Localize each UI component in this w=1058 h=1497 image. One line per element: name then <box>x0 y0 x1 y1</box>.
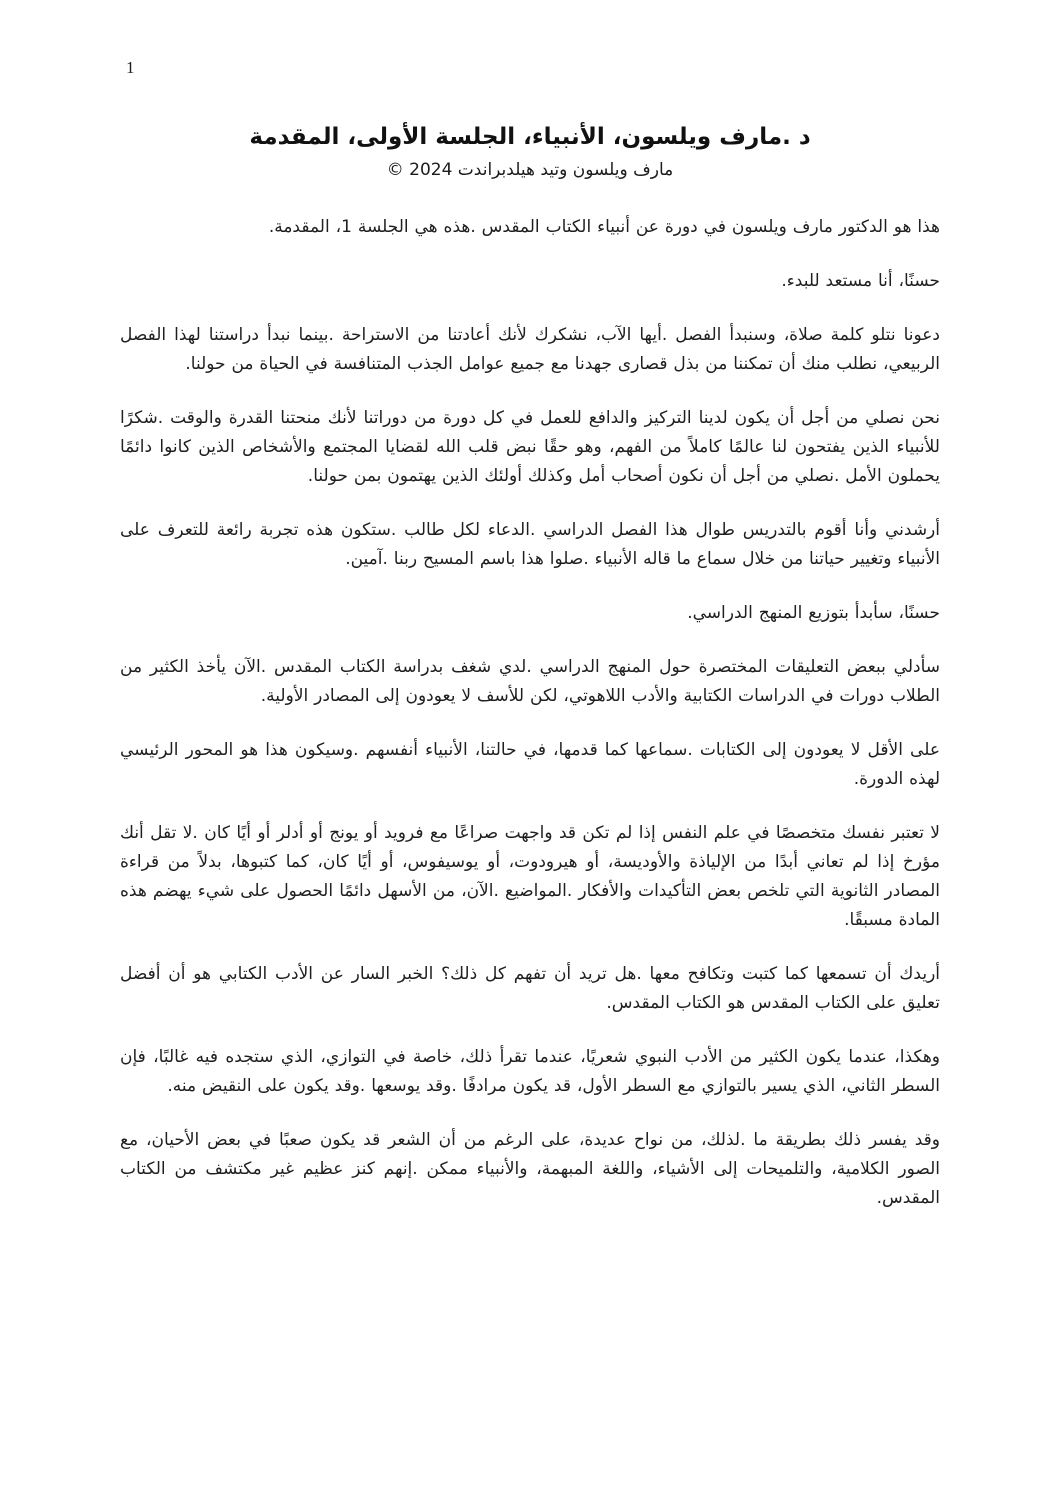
body-paragraph: لا تعتبر نفسك متخصصًا في علم النفس إذا لم تكن قد واجهت صراعًا مع فرويد أو يونج أو أدلر أو أيًا كان .لا تقل أنك مؤرخ إذا لم تعاني أبدًا من الإلياذة والأوديسة، أو هيرودوت، أو يوسيفوس، أو أيًا كان، كما كتبوها، بدلاً من قراءة المصادر الثانوية التي تلخص بعض التأكيدات والأفكار .المواضيع .الآن، من الأسهل دائمًا الحصول على شيء يهضم هذه المادة مسبقًا. <box>120 823 940 931</box>
body-paragraph: نحن نصلي من أجل أن يكون لدينا التركيز والدافع للعمل في كل دورة من دوراتنا لأنك منحتنا القدرة والوقت .شكرًا للأنبياء الذين يفتحون لنا عالمًا كاملاً من الفهم، وهو حقًا نبض قلب الله لقضايا المجتمع والأشخاص الذين كانوا دائمًا يحملون الأمل .نصلي من أجل أن نكون أصحاب أمل وكذلك أولئك الذين يهتمون بمن حولنا. <box>120 408 940 487</box>
body-paragraph: أريدك أن تسمعها كما كتبت وتكافح معها .هل تريد أن تفهم كل ذلك؟ الخبر السار عن الأدب الكتابي هو أن أفضل تعليق على الكتاب المقدس هو الكتاب المقدس. <box>120 964 940 1014</box>
document-body <box>120 213 940 1213</box>
body-paragraph: وقد يفسر ذلك بطريقة ما .لذلك، من نواح عديدة، على الرغم من أن الشعر قد يكون صعبًا في بعض الأحيان، مع الصور الكلامية، والتلميحات إلى الأشياء، واللغة المبهمة، والأنبياء ممكن .إنهم كنز عظيم غير مكتشف من الكتاب المقدس. <box>120 1130 940 1209</box>
document-title: د .مارف ويلسون، الأنبياء، الجلسة الأولى، المقدمة <box>249 124 811 150</box>
body-paragraph: دعونا نتلو كلمة صلاة، وسنبدأ الفصل .أيها الآب، نشكرك لأنك أعادتنا من الاستراحة .بينما نبدأ دراستنا لهذا الفصل الربيعي، نطلب منك أن تمكننا من بذل قصارى جهدنا مع جميع عوامل الجذب المتنافسة في الحياة من حولنا. <box>120 325 940 375</box>
body-paragraph: أرشدني وأنا أقوم بالتدريس طوال هذا الفصل الدراسي .الدعاء لكل طالب .ستكون هذه تجربة رائعة للتعرف على الأنبياء وتغيير حياتنا من خلال سماع ما قاله الأنبياء .صلوا هذا باسم المسيح ربنا .آمين. <box>120 520 940 570</box>
page-number: 1 <box>126 58 135 77</box>
body-paragraph: حسنًا، سأبدأ بتوزيع المنهج الدراسي. <box>687 603 940 624</box>
copyright-byline: مارف ويلسون وتيد هيلدبراندت 2024 © <box>386 160 674 181</box>
body-paragraph: سأدلي ببعض التعليقات المختصرة حول المنهج الدراسي .لدي شغف بدراسة الكتاب المقدس .الآن يأخذ الكثير من الطلاب دورات في الدراسات الكتابية والأدب اللاهوتي، لكن للأسف لا يعودون إلى المصادر الأولية. <box>120 657 940 707</box>
body-paragraph: هذا هو الدكتور مارف ويلسون في دورة عن أنبياء الكتاب المقدس .هذه هي الجلسة 1، المقدمة. <box>268 217 940 238</box>
body-paragraph: على الأقل لا يعودون إلى الكتابات .سماعها كما قدمها، في حالتنا، الأنبياء أنفسهم .وسيكون هذا هو المحور الرئيسي لهذه الدورة. <box>120 740 940 790</box>
body-paragraph: وهكذا، عندما يكون الكثير من الأدب النبوي شعريًا، عندما تقرأ ذلك، خاصة في التوازي، الذي ستجده فيه غالبًا، فإن السطر الثاني، الذي يسير بالتوازي مع السطر الأول، قد يكون مرادفًا .وقد يوسعها .وقد يكون على النقيض منه. <box>120 1047 940 1097</box>
body-paragraph: حسنًا، أنا مستعد للبدء. <box>781 271 940 292</box>
